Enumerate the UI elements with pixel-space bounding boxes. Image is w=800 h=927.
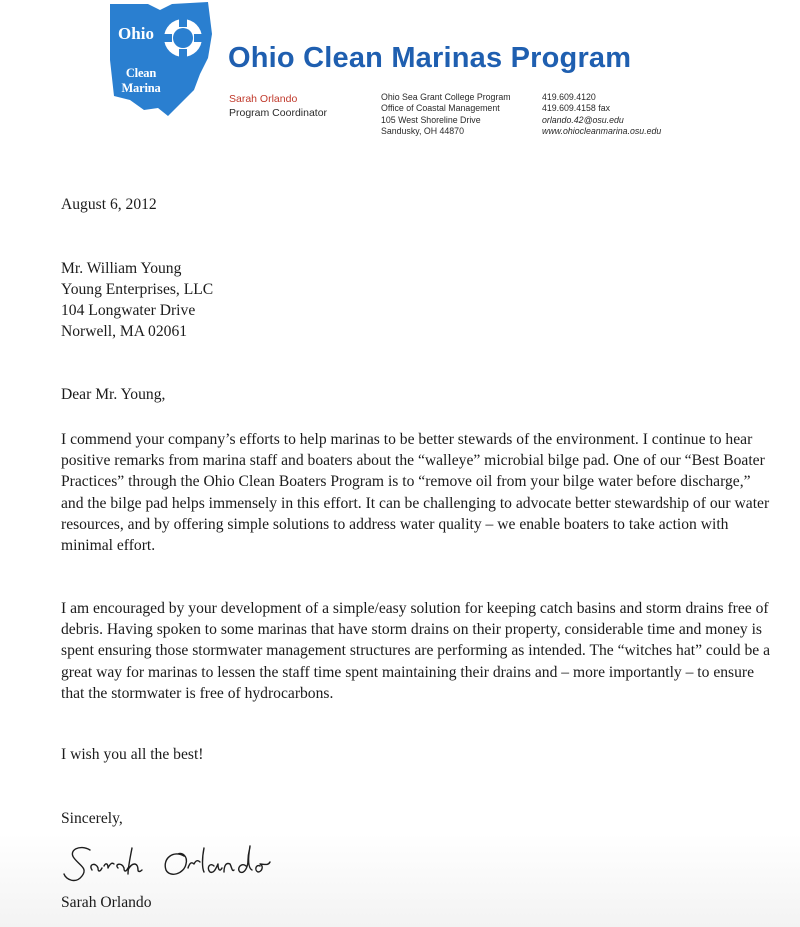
paragraph-2: I am encouraged by your development of a simple/easy solution for keeping catch basins and storm drains free of debris. Having spoken to some marinas that have storm drains on their property, considerable time and money is spent ensuring those stormwater management structures are performing as intended. The “witches hat” could be a great way for marinas to lessen the staff time spent maintaining their drains and – more importantly – to ensure that the stormwater is free of hydrocarbons. — [61, 600, 770, 702]
address-line: 105 West Shoreline Drive — [381, 114, 481, 125]
ohio-clean-marina-logo — [108, 0, 218, 118]
logo-word-clean-marina: Clean Marina — [121, 66, 161, 95]
email-link[interactable]: orlando.42@osu.edu — [542, 114, 624, 125]
website-link[interactable]: www.ohiocleanmarina.osu.edu — [542, 125, 662, 136]
recipient-line: Young Enterprises, LLC — [61, 281, 214, 298]
address-line: Office of Coastal Management — [381, 103, 500, 114]
address-line: Ohio Sea Grant College Program — [381, 92, 511, 102]
signer-name: Sarah Orlando — [61, 894, 152, 911]
letter-date: August 6, 2012 — [61, 196, 157, 213]
contact-block — [542, 92, 661, 137]
recipient-line: 104 Longwater Drive — [61, 302, 196, 319]
program-title: Ohio Clean Marinas Program — [228, 42, 632, 74]
logo-word-ohio: Ohio — [118, 24, 154, 43]
contact-role: Program Coordinator — [229, 107, 328, 119]
handwritten-signature — [62, 838, 292, 888]
closing-wish: I wish you all the best! — [61, 746, 204, 763]
salutation: Dear Mr. Young, — [61, 386, 166, 403]
recipient-line: Mr. William Young — [61, 260, 182, 277]
address-line: Sandusky, OH 44870 — [381, 125, 464, 136]
closing: Sincerely, — [61, 810, 123, 827]
fax-number: 419.609.4158 fax — [542, 103, 610, 114]
address-block — [381, 92, 511, 137]
phone-number: 419.609.4120 — [542, 92, 596, 102]
ohio-state-shape-icon — [108, 0, 218, 118]
recipient-line: Norwell, MA 02061 — [61, 323, 188, 340]
paragraph-1: I commend your company’s efforts to help marinas to be better stewards of the environment. I continue to hear positive remarks from marina staff and boaters about the “walleye” microbial bilge pad. One of our “Best Boater Practices” through the Ohio Clean Boaters Program is to “remove oil from your bilge water before discharge,” and the bilge pad helps immensely in this effort. It can be challenging to advocate better stewardship of our water resources, and by offering simple solutions to address water quality – we enable boaters to take action with minimal effort. — [61, 431, 770, 555]
contact-name: Sarah Orlando — [229, 93, 298, 105]
